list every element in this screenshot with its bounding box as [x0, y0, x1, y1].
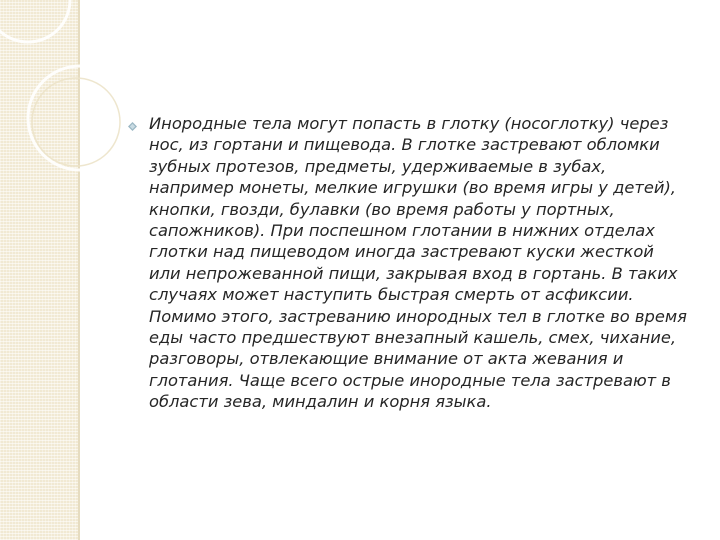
decorative-side-band — [0, 0, 80, 540]
slide-content — [128, 113, 688, 413]
diamond-bullet-icon — [128, 122, 137, 131]
side-band-edge — [78, 0, 80, 540]
body-paragraph: Инородные тела могут попасть в глотку (носоглотку) через нос, из гортани и пищевода. В глотке застревают обломки зубных протезов, предметы, удерживаемые в зубах, например монеты, мелкие игрушки (во время игры у детей), кнопки, гвозди, булавки (во время работы у портных, сапожников). При поспешном глотании в нижних отделах глотки над пищеводом иногда застревают куски жесткой или непрожеванной пищи, закрывая вход в гортань. В таких случаях может наступить быстрая смерть от асфиксии. Помимо этого, застреванию инородных тел в глотке во время еды часто предшествуют внезапный кашель, смех, чихание, разговоры, отвлекающие внимание от акта жевания и глотания. Чаще всего острые инородные тела застревают в области зева, миндалин и корня языка. — [149, 114, 687, 412]
